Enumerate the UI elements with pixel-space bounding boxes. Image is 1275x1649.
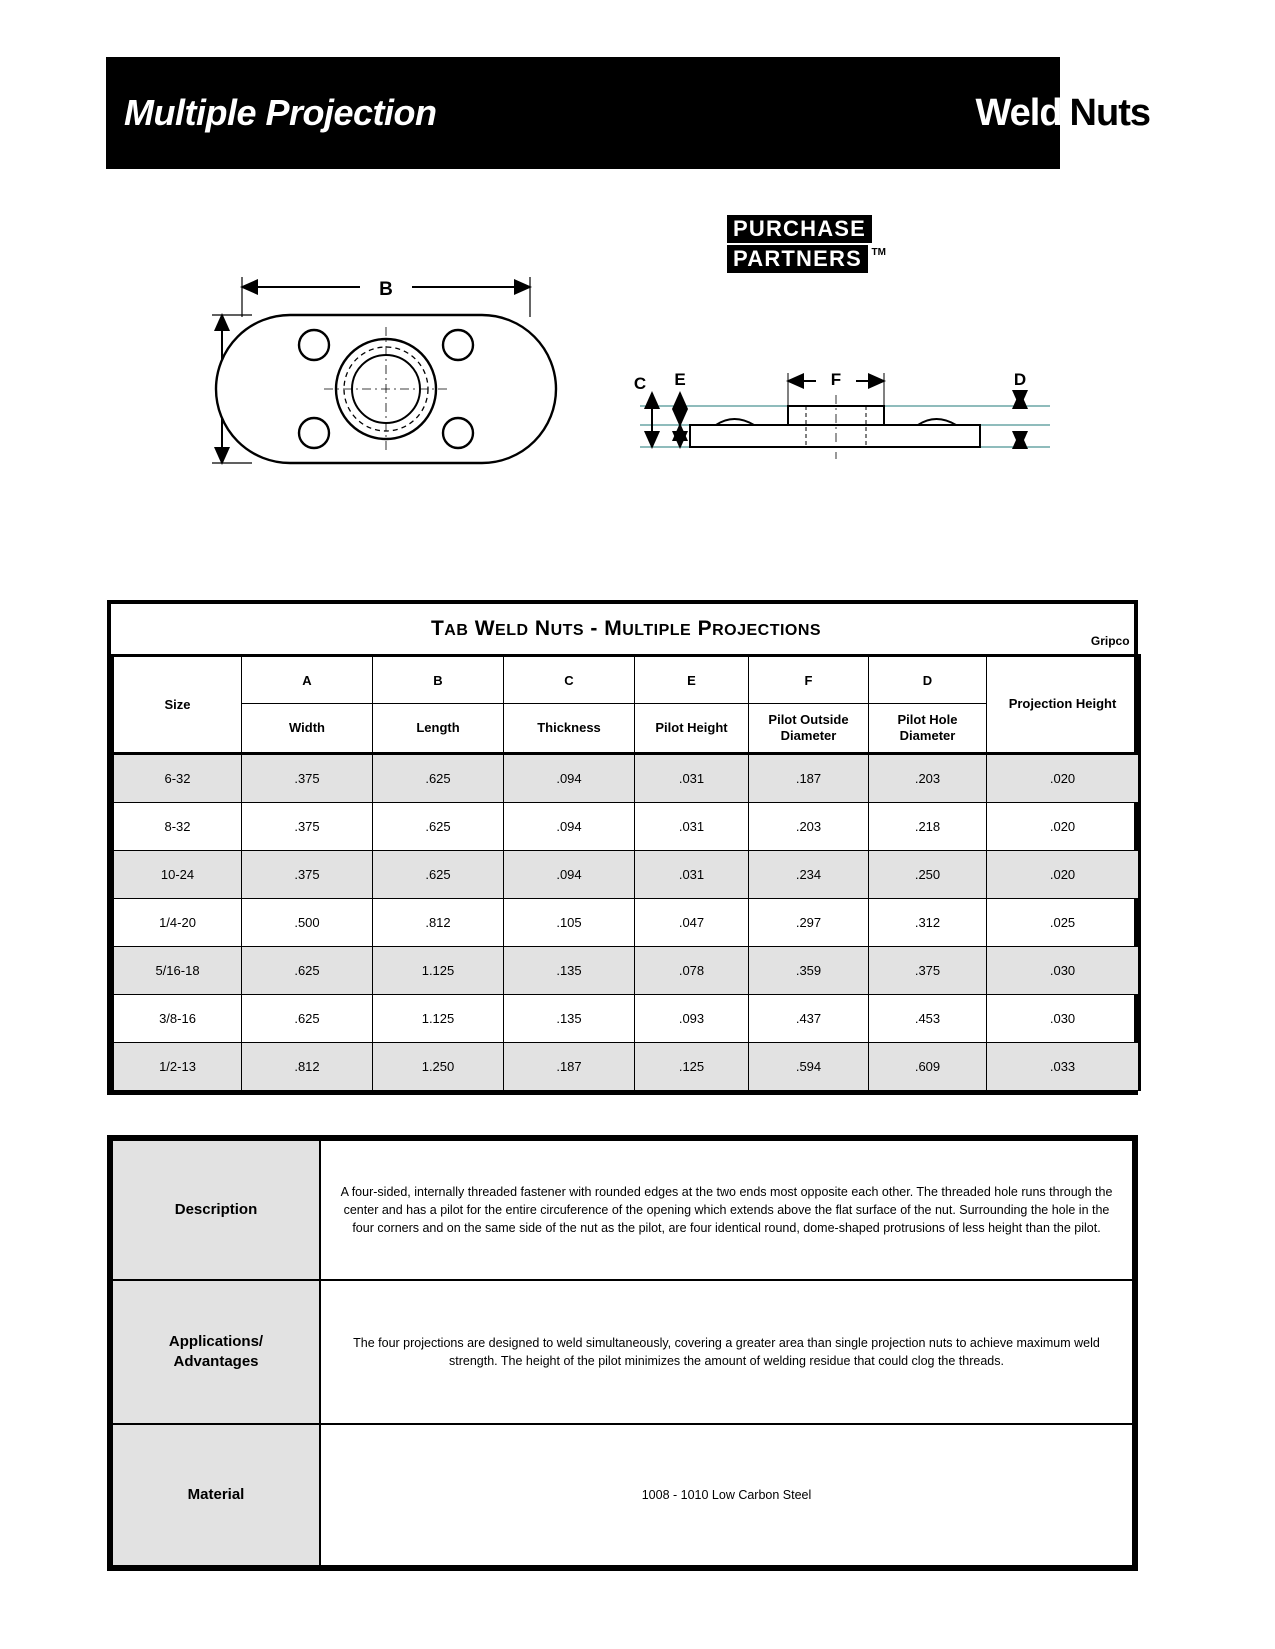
cell-length: .625 (373, 803, 504, 851)
cell-thickness: .105 (504, 899, 635, 947)
spec-title-row (113, 604, 1140, 656)
info-label-description: Description (112, 1140, 320, 1280)
cell-size: 5/16-18 (113, 947, 242, 995)
col-header-size: Size (113, 656, 242, 754)
logo-line-partners-wrap (727, 245, 886, 273)
cell-length: .812 (373, 899, 504, 947)
table-row (113, 899, 1140, 947)
product-name-weld: Weld (975, 91, 1062, 134)
svg-text:B: B (379, 279, 393, 300)
col-letter-b: B (373, 656, 504, 704)
info-label-material: Material (112, 1424, 320, 1566)
logo-line-partners: PARTNERS (727, 245, 868, 273)
col-name-pilot-height: Pilot Height (635, 704, 749, 754)
cell-pilot-hole-diameter: .609 (869, 1043, 987, 1091)
col-letter-d: D (869, 656, 987, 704)
spec-title-cell (113, 604, 1140, 656)
info-label-applications (112, 1280, 320, 1424)
cell-pilot-outside-diameter: .203 (749, 803, 869, 851)
cell-pilot-outside-diameter: .187 (749, 754, 869, 803)
info-row-applications (112, 1280, 1133, 1424)
cell-size: 3/8-16 (113, 995, 242, 1043)
svg-text:C: C (633, 374, 647, 393)
trademark-symbol: TM (871, 247, 886, 259)
svg-text:F: F (830, 370, 842, 389)
cell-pilot-height: .125 (635, 1043, 749, 1091)
info-text-material: 1008 - 1010 Low Carbon Steel (320, 1424, 1133, 1566)
col-name-pilot-outside-diameter: Pilot Outside Diameter (749, 704, 869, 754)
cell-width: .375 (242, 803, 373, 851)
cell-pilot-height: .093 (635, 995, 749, 1043)
purchase-partners-logo (727, 215, 977, 273)
side-view-drawing (630, 355, 1060, 490)
page-title: Multiple Projection (124, 92, 437, 133)
logo-line-purchase: PURCHASE (727, 215, 872, 243)
col-letter-e: E (635, 656, 749, 704)
cell-pilot-hole-diameter: .250 (869, 851, 987, 899)
page-header-bar (106, 57, 1060, 169)
cell-width: .625 (242, 947, 373, 995)
cell-projection-height: .025 (987, 899, 1140, 947)
info-text-description: A four-sided, internally threaded fastener with rounded edges at the two ends most opposite each other. The threaded hole runs through the center and has a pilot for the entire circuference of the opening which extends above the flat surface of the nut. Surrounding the hole in the four corners and on the same side of the nut as the pilot, are four identical round, dome-shaped protrusions of less height than the pilot. (320, 1140, 1133, 1280)
cell-pilot-hole-diameter: .218 (869, 803, 987, 851)
cell-pilot-height: .047 (635, 899, 749, 947)
cell-projection-height: .030 (987, 947, 1140, 995)
cell-projection-height: .030 (987, 995, 1140, 1043)
cell-projection-height: .020 (987, 851, 1140, 899)
cell-width: .375 (242, 851, 373, 899)
col-name-thickness: Thickness (504, 704, 635, 754)
col-name-pilot-hole-diameter: Pilot Hole Diameter (869, 704, 987, 754)
cell-pilot-outside-diameter: .234 (749, 851, 869, 899)
spec-table (107, 600, 1138, 1095)
top-view-drawing (200, 255, 560, 500)
cell-pilot-height: .031 (635, 754, 749, 803)
cell-projection-height: .020 (987, 754, 1140, 803)
col-name-width: Width (242, 704, 373, 754)
cell-width: .812 (242, 1043, 373, 1091)
info-row-description (112, 1140, 1133, 1280)
cell-pilot-hole-diameter: .203 (869, 754, 987, 803)
info-text-applications: The four projections are designed to weld simultaneously, covering a greater area than single projection nuts to achieve maximum weld strength. The height of the pilot minimizes the amount of welding residue that could clog the threads. (320, 1280, 1133, 1424)
cell-thickness: .135 (504, 947, 635, 995)
cell-pilot-hole-diameter: .312 (869, 899, 987, 947)
cell-pilot-outside-diameter: .437 (749, 995, 869, 1043)
col-name-length: Length (373, 704, 504, 754)
cell-pilot-outside-diameter: .359 (749, 947, 869, 995)
cell-projection-height: .020 (987, 803, 1140, 851)
cell-pilot-height: .031 (635, 851, 749, 899)
cell-length: .625 (373, 754, 504, 803)
cell-length: .625 (373, 851, 504, 899)
table-row (113, 947, 1140, 995)
cell-pilot-hole-diameter: .453 (869, 995, 987, 1043)
table-row (113, 995, 1140, 1043)
cell-size: 8-32 (113, 803, 242, 851)
cell-thickness: .135 (504, 995, 635, 1043)
table-row (113, 803, 1140, 851)
product-name-nuts: Nuts (1069, 91, 1150, 134)
spec-table-grid (111, 604, 1141, 1091)
info-table (107, 1135, 1138, 1571)
cell-pilot-outside-diameter: .297 (749, 899, 869, 947)
cell-length: 1.125 (373, 995, 504, 1043)
col-letter-f: F (749, 656, 869, 704)
cell-length: 1.125 (373, 947, 504, 995)
cell-length: 1.250 (373, 1043, 504, 1091)
cell-thickness: .094 (504, 803, 635, 851)
col-letter-c: C (504, 656, 635, 704)
info-table-grid (111, 1139, 1134, 1567)
svg-text:E: E (674, 370, 686, 389)
table-row (113, 754, 1140, 803)
brand-gripco: Gripco (1090, 634, 1130, 648)
cell-pilot-outside-diameter: .594 (749, 1043, 869, 1091)
col-letter-a: A (242, 656, 373, 704)
cell-thickness: .094 (504, 754, 635, 803)
cell-size: 1/2-13 (113, 1043, 242, 1091)
info-label-applications-line1: Applications/ (168, 1332, 264, 1350)
svg-text:D: D (1013, 370, 1027, 389)
cell-size: 6-32 (113, 754, 242, 803)
cell-width: .375 (242, 754, 373, 803)
cell-thickness: .094 (504, 851, 635, 899)
cell-projection-height: .033 (987, 1043, 1140, 1091)
table-row (113, 1043, 1140, 1091)
product-name-group (930, 57, 1150, 169)
info-label-applications-line2: Advantages (173, 1353, 259, 1370)
cell-thickness: .187 (504, 1043, 635, 1091)
col-header-projection-height: Projection Height (987, 656, 1140, 754)
cell-width: .625 (242, 995, 373, 1043)
cell-size: 1/4-20 (113, 899, 242, 947)
table-row (113, 851, 1140, 899)
cell-pilot-height: .031 (635, 803, 749, 851)
cell-pilot-height: .078 (635, 947, 749, 995)
cell-size: 10-24 (113, 851, 242, 899)
spec-title: TAB WELD NUTS - MULTIPLE PROJECTIONS (430, 617, 822, 640)
spec-header-names-row (113, 704, 1140, 754)
cell-width: .500 (242, 899, 373, 947)
info-row-material (112, 1424, 1133, 1566)
cell-pilot-hole-diameter: .375 (869, 947, 987, 995)
spec-header-letters-row (113, 656, 1140, 704)
